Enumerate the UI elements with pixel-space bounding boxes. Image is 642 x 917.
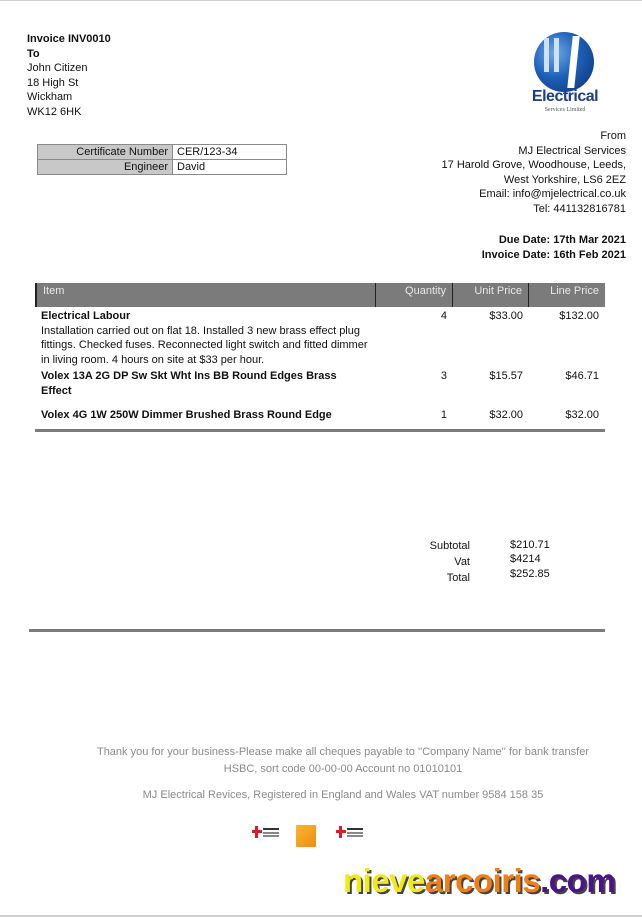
sender-address-line2: West Yorkshire, LS6 2EZ xyxy=(503,173,626,186)
total-value: $252.85 xyxy=(510,568,550,580)
totals-bottom-rule xyxy=(29,629,605,632)
table-bottom-rule xyxy=(35,429,605,432)
certificate-number-label: Certificate Number xyxy=(38,145,173,160)
recipient-street: 18 High St xyxy=(27,76,79,89)
column-header-line-price: Line Price xyxy=(550,285,599,297)
table-row xyxy=(35,369,605,398)
item-cell xyxy=(35,309,375,368)
vat-value: $4214 xyxy=(510,553,541,565)
item-quantity: 3 xyxy=(440,369,447,382)
recipient-town: Wickham xyxy=(27,91,73,104)
item-line-price: $46.71 xyxy=(565,369,599,382)
niceic-approved-badge-icon xyxy=(336,826,364,840)
watermark-part2: arcoiris xyxy=(424,862,541,899)
certificate-number-value: CER/123-34 xyxy=(173,145,287,160)
logo-subtitle: Services Limited xyxy=(544,107,586,113)
invoice-number: Invoice INV0010 xyxy=(27,33,111,45)
registration-note: MJ Electrical Revices, Registered in England and Wales VAT number 9584 158 35 xyxy=(142,789,544,801)
item-quantity: 1 xyxy=(440,409,447,422)
table-row xyxy=(35,309,605,368)
item-unit-price: $15.57 xyxy=(489,369,523,382)
watermark-part1: nieve xyxy=(343,862,425,899)
sender-block xyxy=(442,129,626,217)
item-quantity: 4 xyxy=(440,310,447,322)
certificate-row xyxy=(38,160,287,175)
sender-address-line1: 17 Harold Grove, Woodhouse, Leeds, xyxy=(441,159,626,172)
logo-bar xyxy=(554,38,559,72)
item-title: Volex 4G 1W 250W Dimmer Brushed Brass Round Edge xyxy=(41,409,332,422)
logo-globe-icon xyxy=(534,32,594,92)
certificate-row xyxy=(38,145,287,160)
invoice-date: Invoice Date: 16th Feb 2021 xyxy=(481,248,626,261)
total-label: Total xyxy=(446,572,470,584)
table-header xyxy=(35,283,605,307)
logo-wordmark: Electrical xyxy=(531,88,599,105)
watermark-part3: .com xyxy=(540,862,616,899)
page-top-border xyxy=(0,0,642,1)
item-line-price: $132.00 xyxy=(559,310,599,322)
certificate-table xyxy=(37,144,287,175)
due-date: Due Date: 17th Mar 2021 xyxy=(498,234,626,246)
item-line-price: $32.00 xyxy=(565,409,599,422)
column-header-item: Item xyxy=(35,283,375,307)
item-unit-price: $33.00 xyxy=(489,310,523,322)
watermark xyxy=(343,862,615,900)
column-header-unit-price: Unit Price xyxy=(453,283,529,307)
engineer-value: David xyxy=(173,160,287,175)
dates-block xyxy=(482,233,626,262)
sender-tel: Tel: 441132816781 xyxy=(533,202,626,215)
vat-label: Vat xyxy=(454,556,470,568)
engineer-label: Engineer xyxy=(38,160,173,175)
line-items-table xyxy=(35,283,605,432)
column-header-quantity: Quantity xyxy=(375,283,453,307)
company-logo xyxy=(526,32,604,118)
recipient-block xyxy=(27,32,111,120)
table-row xyxy=(35,408,605,423)
from-label: From xyxy=(600,130,626,142)
item-description: Installation carried out on flat 18. Installed 3 new brass effect plug fittings. Checked fuses. Reconnected light switch and fitted dimmer in living room. 4 hours on site at $33 per hour. xyxy=(41,324,368,367)
payment-note-line1: Thank you for your business-Please make all cheques payable to ''Company Name'' for bank transfer xyxy=(96,746,590,758)
item-title: Volex 13A 2G DP Sw Skt Wht Ins BB Round Edges Brass Effect xyxy=(41,369,337,397)
sender-email: Email: info@mjelectrical.co.uk xyxy=(479,188,626,201)
orange-certification-badge-icon xyxy=(296,825,316,847)
subtotal-value: $210.71 xyxy=(510,539,550,551)
sender-company: MJ Electrical Services xyxy=(518,144,626,157)
logo-bar xyxy=(544,38,549,72)
payment-note-line2: HSBC, sort code 00-00-00 Account no 01010101 xyxy=(223,763,463,775)
recipient-name: John Citizen xyxy=(27,62,88,75)
item-unit-price: $32.00 xyxy=(489,409,523,422)
to-label: To xyxy=(27,47,40,60)
payment-note xyxy=(0,744,642,778)
recipient-postcode: WK12 6HK xyxy=(27,105,82,118)
item-title: Electrical Labour xyxy=(41,310,131,322)
subtotal-label: Subtotal xyxy=(429,540,470,552)
niceic-badge-icon xyxy=(252,826,280,840)
